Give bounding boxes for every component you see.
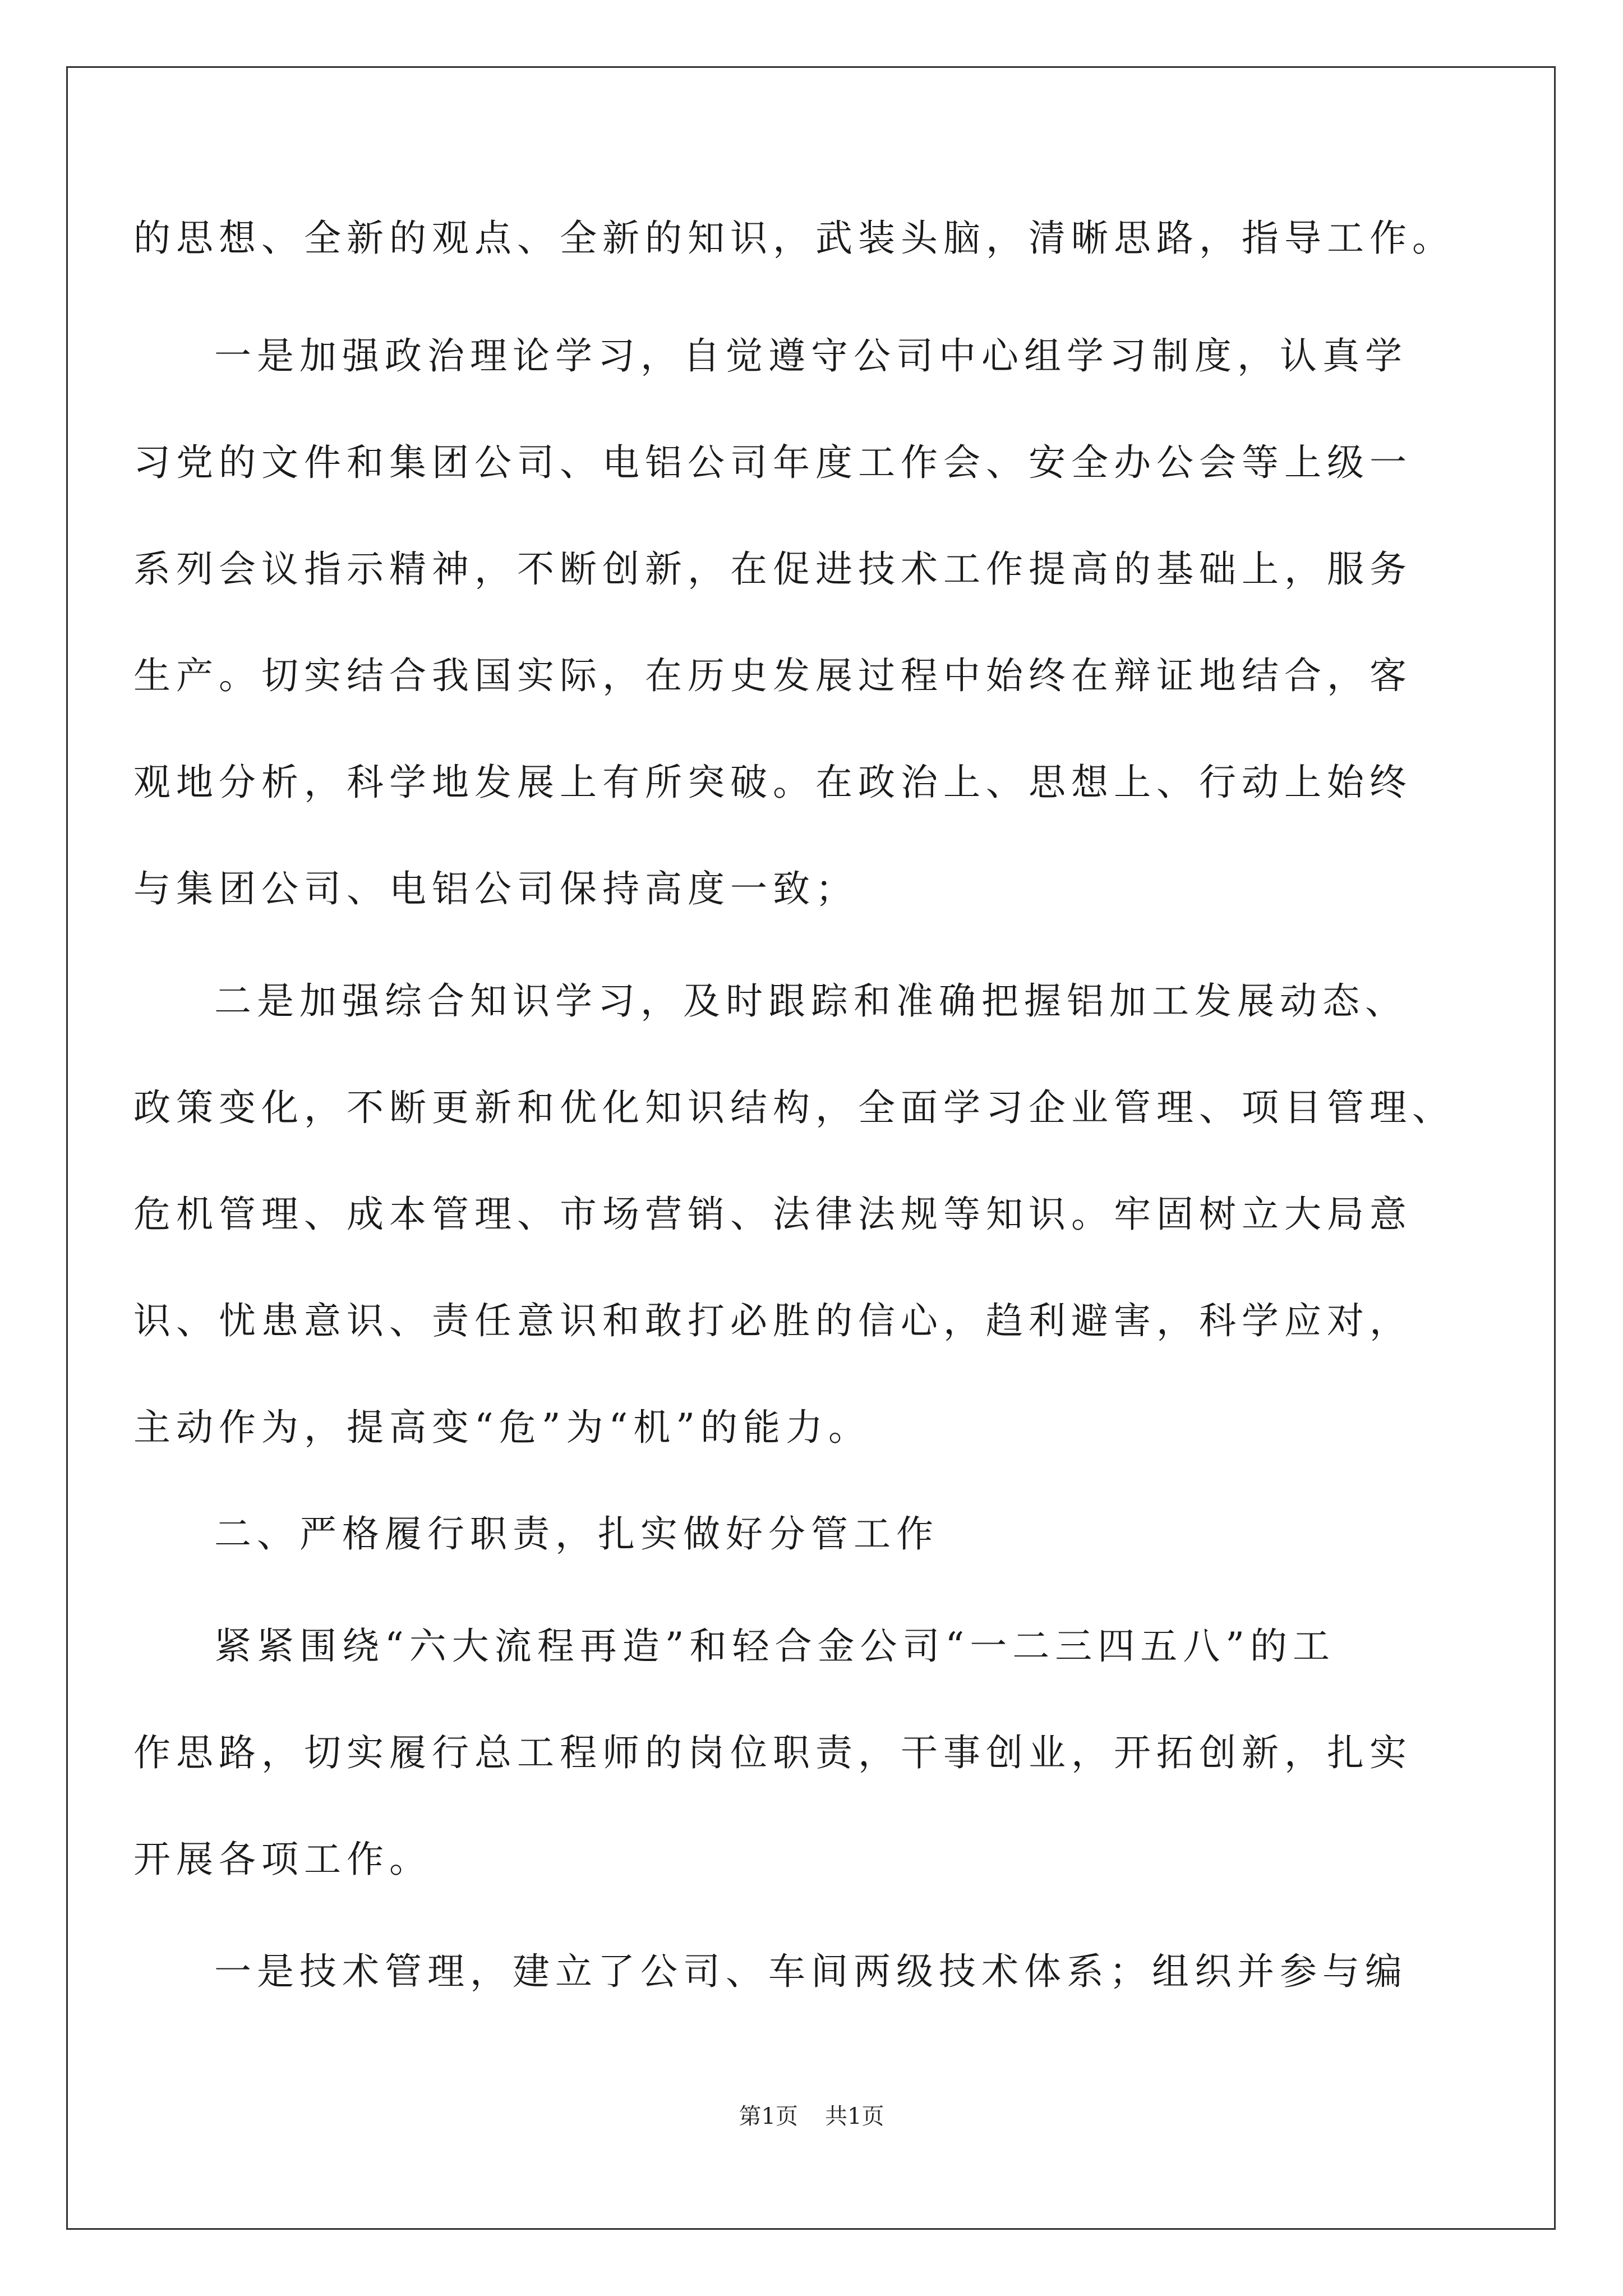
text-line: 开展各项工作。 [133,1838,432,1881]
text-line: 识、忧患意识、责任意识和敢打必胜的信心，趋利避害，科学应对， [133,1299,1412,1342]
text-line: 观地分析，科学地发展上有所突破。在政治上、思想上、行动上始终 [133,761,1412,804]
text-line: 一是加强政治理论学习，自觉遵守公司中心组学习制度，认真学 [214,334,1408,378]
page-number: 第1页 [739,2104,798,2129]
text-line: 二是加强综合知识学习，及时跟踪和准确把握铝加工发展动态、 [214,979,1408,1023]
page-footer [0,2101,1623,2132]
text-line: 生产。切实结合我国实际，在历史发展过程中始终在辩证地结合，客 [133,654,1412,697]
text-line: 习党的文件和集团公司、电铝公司年度工作会、安全办公会等上级一 [133,441,1412,484]
text-line: 危机管理、成本管理、市场营销、法律法规等知识。牢固树立大局意 [133,1193,1412,1236]
text-line: 紧紧围绕“六大流程再造”和轻合金公司“一二三四五八”的工 [214,1625,1335,1668]
text-line: 系列会议指示精神，不断创新，在促进技术工作提高的基础上，服务 [133,547,1412,591]
text-line: 一是技术管理，建立了公司、车间两级技术体系；组织并参与编 [214,1950,1408,1993]
text-line: 主动作为，提高变“危”为“机”的能力。 [133,1406,871,1449]
page-total: 共1页 [825,2104,884,2129]
page-border [66,66,1556,2230]
text-line: 的思想、全新的观点、全新的知识，武装头脑，清晰思路，指导工作。 [133,217,1455,260]
section-heading: 二、严格履行职责，扎实做好分管工作 [214,1512,939,1556]
text-line: 与集团公司、电铝公司保持高度一致； [133,867,858,910]
text-line: 政策变化，不断更新和优化知识结构，全面学习企业管理、项目管理、 [133,1086,1455,1129]
text-line: 作思路，切实履行总工程师的岗位职责，干事创业，开拓创新，扎实 [133,1731,1412,1774]
